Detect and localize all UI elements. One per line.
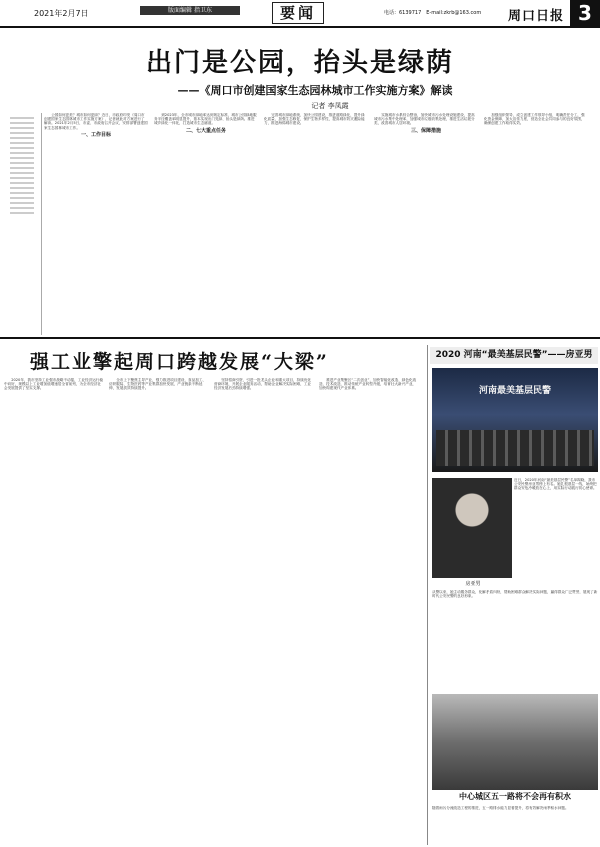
portrait-caption: 房亚男 (465, 581, 481, 587)
section-heading: 一、工作目标 (80, 131, 111, 138)
paragraph: 公园如何更美？城市如何更绿？近日，市政府印发《周口市创建国家生态园林城市工作实施方案》，记者就此对方案进行了解读。2021年2月5日，市委、市政府召开会议，安排部署创建国家生态园林城市工作。 (44, 113, 148, 130)
page-header (0, 0, 600, 28)
top-article-byline: 记者 李凤霞 (311, 102, 349, 110)
left-margin-strip (2, 113, 42, 335)
street-article-text: 随着雨污分流改造工程的推进，五一路排水能力显著提升，将有效解决雨季积水问题。 (432, 806, 569, 810)
side-article-text: 从警以来，她主动服务群众，化解矛盾纠纷，帮助困难群众解决实际问题，赢得群众广泛赞誉，展现了新时代公安民警的良好形象。 (432, 590, 598, 599)
issue-date: 2021年2月7日 (34, 9, 89, 18)
top-article-column (264, 113, 368, 335)
second-article-body (4, 378, 424, 844)
street-photo-caption: 中心城区五一路将不会再有积水 (459, 792, 571, 801)
page-number: 3 (570, 0, 600, 27)
section-heading: 三、保障措施 (410, 127, 441, 134)
top-article-subtitle: ——《周口市创建国家生态园林城市工作实施方案》解读 (177, 84, 453, 97)
top-article-column (484, 113, 588, 335)
side-article-text: 近日，2020年河南“最美基层民警”名单揭晓，我市公安民警房亚男榜上有名。她扎根基层一线，始终把群众安危冷暖放在心上，用实际行动践行初心使命。 (514, 478, 597, 491)
contact-info: 电话：6139717 E-mail:zkrb@163.com (384, 10, 482, 16)
paragraph: 到2023年，全市城市绿地率达到规定标准，城市公园绿地服务半径覆盖率明显提升，基本实现出门见绿、抬头是绿荫。推进城乡绿化一体化，打造城市生态廊道。 (154, 113, 257, 126)
column-rule (427, 345, 428, 845)
street-photo (432, 694, 598, 790)
section-title: 要闻 (272, 2, 324, 24)
award-photo-people (436, 430, 594, 466)
editor-label: 版面编辑 指卫东 (140, 6, 240, 15)
paragraph: 完善城市绿地系统，加快公园建设，推进道路绿化，提升绿化质量，加强生态修复，保护生物多样性，提高城市防灾避险能力，推进海绵城市建设。 (264, 113, 365, 126)
top-article-title: 出门是公园，抬头是绿荫 (145, 48, 454, 78)
second-article-title: 强工业擎起周口跨越发展“大梁” (30, 351, 329, 373)
top-article-column (44, 113, 148, 335)
second-article-column (214, 378, 314, 844)
top-article-body (44, 113, 596, 335)
paragraph: 推进产业集聚区“二次创业”，加快智能化改造、绿色化改造、技术改造，推动传统产业转型升级，培育壮大新兴产业，加快构建现代产业体系。 (319, 378, 417, 391)
paragraph: 全市上下聚焦主导产业，强力推进项目建设，食品加工、纺织服装、生物医药等产业集群加快发展，产业链条不断延伸，发展质效持续提升。 (109, 378, 207, 391)
second-article-column (319, 378, 419, 844)
award-photo-title: 河南最美基层民警 (478, 386, 551, 396)
paragraph: 2020年，我市坚持工业强市战略不动摇，工业经济运行稳中向好，规模以上工业增加值增速居全省前列，为全市经济社会发展提供了坚实支撑。 (4, 378, 103, 391)
top-article-column (374, 113, 478, 335)
paragraph: 坚持招商引资，引进一批龙头企业和重大项目，持续优化营商环境，开展企业服务活动，帮助企业解决实际困难，工业经济发展后劲持续增强。 (214, 378, 312, 391)
paragraph: 实施城市水系综合整治，加快城市污水处理设施建设，提高城市污水集中处理率，加强城市垃圾收集处理，推进生活垃圾分类，改善城市人居环境。 (374, 113, 475, 126)
newspaper-name: 周口日报 (508, 9, 565, 24)
paragraph: 加强组织领导，成立创建工作领导小组，明确责任分工，强化资金保障，加大宣传力度，营造全社会共同参与的良好氛围，确保创建工作取得实效。 (484, 113, 585, 126)
section-heading: 二、七大重点任务 (185, 127, 226, 134)
side-article-title: 2020 河南“最美基层民警”——房亚男 (430, 347, 598, 364)
second-article-column (4, 378, 104, 844)
top-article-column (154, 113, 258, 335)
portrait-photo (432, 478, 512, 578)
section-divider (0, 337, 600, 339)
second-article-column (109, 378, 209, 844)
margin-texture (10, 117, 34, 217)
